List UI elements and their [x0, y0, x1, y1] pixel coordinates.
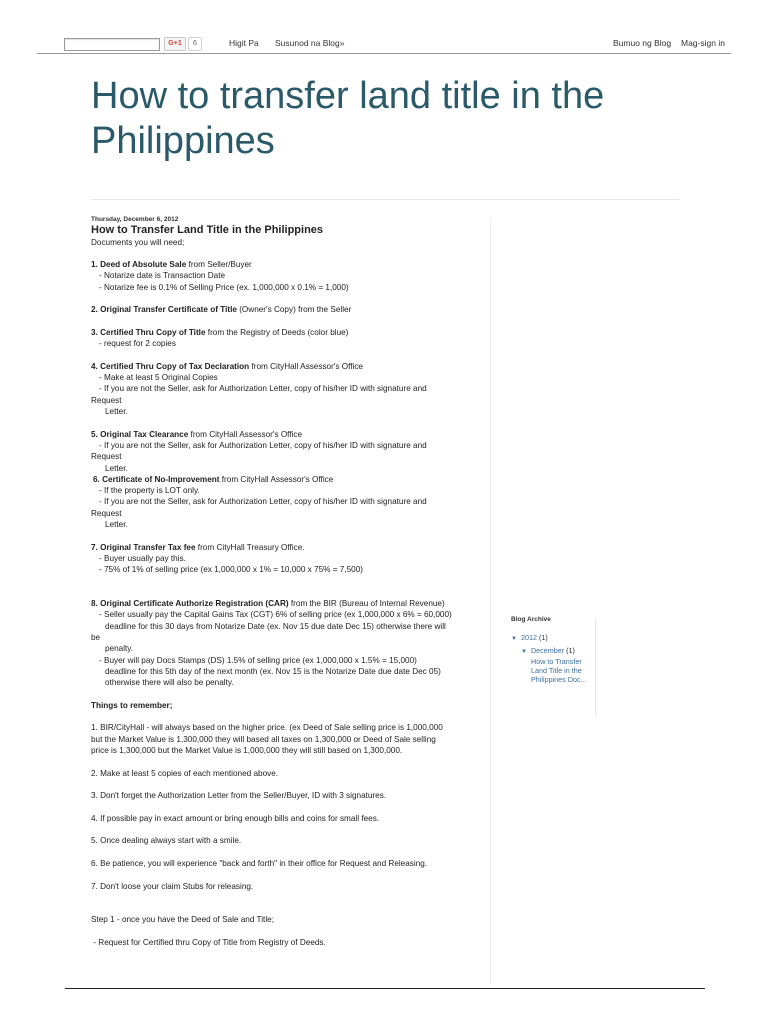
- doc-4: 4. Certified Thru Copy of Tax Declaration from CityHall Assessor's Office: [91, 361, 363, 371]
- doc-1-line: - Notarize date is Transaction Date: [99, 271, 226, 281]
- next-blog-link[interactable]: Higit Pa: [229, 38, 259, 48]
- doc-6-line: - If the property is LOT only.: [99, 486, 200, 496]
- archive-month-link[interactable]: December: [530, 646, 565, 655]
- tip-1: 1. BIR/CityHall - will always based on the higher price. (ex Deed of Sale selling price is 1,000,000: [91, 723, 443, 733]
- doc-5-line: Request: [91, 452, 122, 462]
- doc-8-line: otherwise there will also be penalty.: [105, 678, 234, 688]
- archive-post-link[interactable]: How to Transfer Land Title in the Philippines Doc...: [531, 657, 587, 684]
- archive-year[interactable]: [511, 632, 611, 645]
- doc-1: 1. Deed of Absolute Sale from Seller/Buyer: [91, 260, 252, 270]
- post-date: Thursday, December 6, 2012: [91, 216, 179, 223]
- header-divider: [91, 199, 679, 200]
- collapse-triangle-icon[interactable]: ▼: [511, 636, 517, 642]
- doc-5-line: - If you are not the Seller, ask for Authorization Letter, copy of his/her ID with signature and: [99, 440, 427, 450]
- doc-6: 6. Certificate of No-Improvement from CityHall Assessor's Office: [93, 474, 334, 484]
- doc-8-line: - Seller usually pay the Capital Gains Tax (CGT) 6% of selling price (ex 1,000,000 x 6% = 60,000): [99, 610, 452, 620]
- archive-year-count: (1): [538, 633, 548, 642]
- post-body: [91, 214, 475, 948]
- doc-3-line: - request for 2 copies: [99, 339, 176, 349]
- archive-title: Blog Archive: [511, 616, 551, 623]
- tip-3: 3. Don't forget the Authorization Letter from the Seller/Buyer, ID with 3 signatures.: [91, 791, 387, 801]
- tip-1: but the Market Value is 1,300,000 they will based all taxes on 1,300,000 or Deed of Sale selling: [91, 734, 436, 744]
- step-1-line: - Request for Certified thru Copy of Title from Registry of Deeds.: [91, 938, 326, 947]
- tip-6: 6. Be patience, you will experience "back and forth" in their office for Request and Releasing.: [91, 858, 428, 868]
- doc-6-line: - If you are not the Seller, ask for Authorization Letter, copy of his/her ID with signature and: [99, 497, 427, 507]
- doc-6-line: Request: [91, 508, 122, 518]
- search-input[interactable]: [64, 38, 160, 51]
- doc-8-line: penalty.: [105, 644, 134, 654]
- doc-7-line: - Buyer usually pay this.: [99, 553, 186, 563]
- doc-4-line: Request: [91, 395, 122, 405]
- doc-4-line: - If you are not the Seller, ask for Authorization Letter, copy of his/her ID with signature and: [99, 384, 427, 394]
- archive-month-count: (1): [566, 646, 575, 655]
- doc-1-line: - Notarize fee is 0.1% of Selling Price (ex. 1,000,000 x 0.1% = 1,000): [99, 282, 349, 292]
- tip-4: 4. If possible pay in exact amount or bring enough bills and coins for small fees.: [91, 813, 380, 823]
- doc-2: 2. Original Transfer Certificate of Title (Owner's Copy) from the Seller: [91, 305, 352, 315]
- doc-8-line: - Buyer will pay Docs Stamps (DS) 1.5% of selling price (ex 1,000,000 x 1.5% = 15,000): [99, 655, 417, 665]
- archive-year-link[interactable]: 2012: [520, 633, 537, 642]
- sign-in-link[interactable]: Mag-sign in: [681, 38, 725, 48]
- step-1: Step 1 - once you have the Deed of Sale and Title;: [91, 915, 274, 925]
- sidebar-divider: [595, 618, 596, 716]
- google-plus-one-button[interactable]: G+1: [164, 37, 186, 51]
- doc-6-line: Letter.: [105, 520, 128, 530]
- post-title[interactable]: How to Transfer Land Title in the Philippines: [91, 224, 324, 237]
- tip-7: 7. Don't loose your claim Stubs for releasing.: [91, 881, 254, 891]
- blog-archive: [511, 616, 611, 684]
- doc-3: 3. Certified Thru Copy of Title from the Registry of Deeds (color blue): [91, 327, 349, 337]
- tip-1: price is 1,300,000 but the Market Value is 1,000,000 they will still based on 1,300,000.: [91, 745, 403, 755]
- doc-7-line: - 75% of 1% of selling price (ex 1,000,000 x 1% = 10,000 x 75% = 7,500): [99, 565, 363, 575]
- doc-4-line: - Make at least 5 Original Copies: [99, 373, 218, 383]
- column-divider: [490, 219, 491, 984]
- footer-rule: [65, 988, 705, 989]
- tip-2: 2. Make at least 5 copies of each mentioned above.: [91, 768, 279, 778]
- doc-7: 7. Original Transfer Tax fee from CityHall Treasury Office.: [91, 542, 305, 552]
- archive-month[interactable]: [511, 645, 611, 658]
- doc-8-line: be: [91, 632, 101, 642]
- intro-text: Documents you will need;: [91, 237, 185, 247]
- create-blog-link[interactable]: Bumuo ng Blog: [613, 38, 672, 48]
- doc-8: 8. Original Certificate Authorize Registration (CAR) from the BIR (Bureau of Internal Revenue): [91, 599, 445, 609]
- doc-8-line: deadline for this 5th day of the next month (ex. Nov 15 is the Notarize Date due date Dec 05): [105, 666, 441, 676]
- tip-5: 5. Once dealing always start with a smile.: [91, 836, 242, 846]
- doc-8-line: deadline for this 30 days from Notarize Date (ex. Nov 15 due date Dec 15) otherwise there will: [105, 621, 446, 631]
- remember-heading: Things to remember;: [91, 700, 173, 710]
- plus-one-count: 6: [188, 37, 202, 51]
- navbar: [37, 33, 731, 54]
- follow-blog-link[interactable]: Susunod na Blog»: [275, 38, 345, 48]
- doc-4-line: Letter.: [105, 407, 128, 417]
- blog-title[interactable]: How to transfer land title in the Philippines: [91, 75, 605, 162]
- doc-5-line: Letter.: [105, 463, 128, 473]
- doc-5: 5. Original Tax Clearance from CityHall Assessor's Office: [91, 429, 303, 439]
- collapse-triangle-icon[interactable]: ▼: [521, 649, 527, 655]
